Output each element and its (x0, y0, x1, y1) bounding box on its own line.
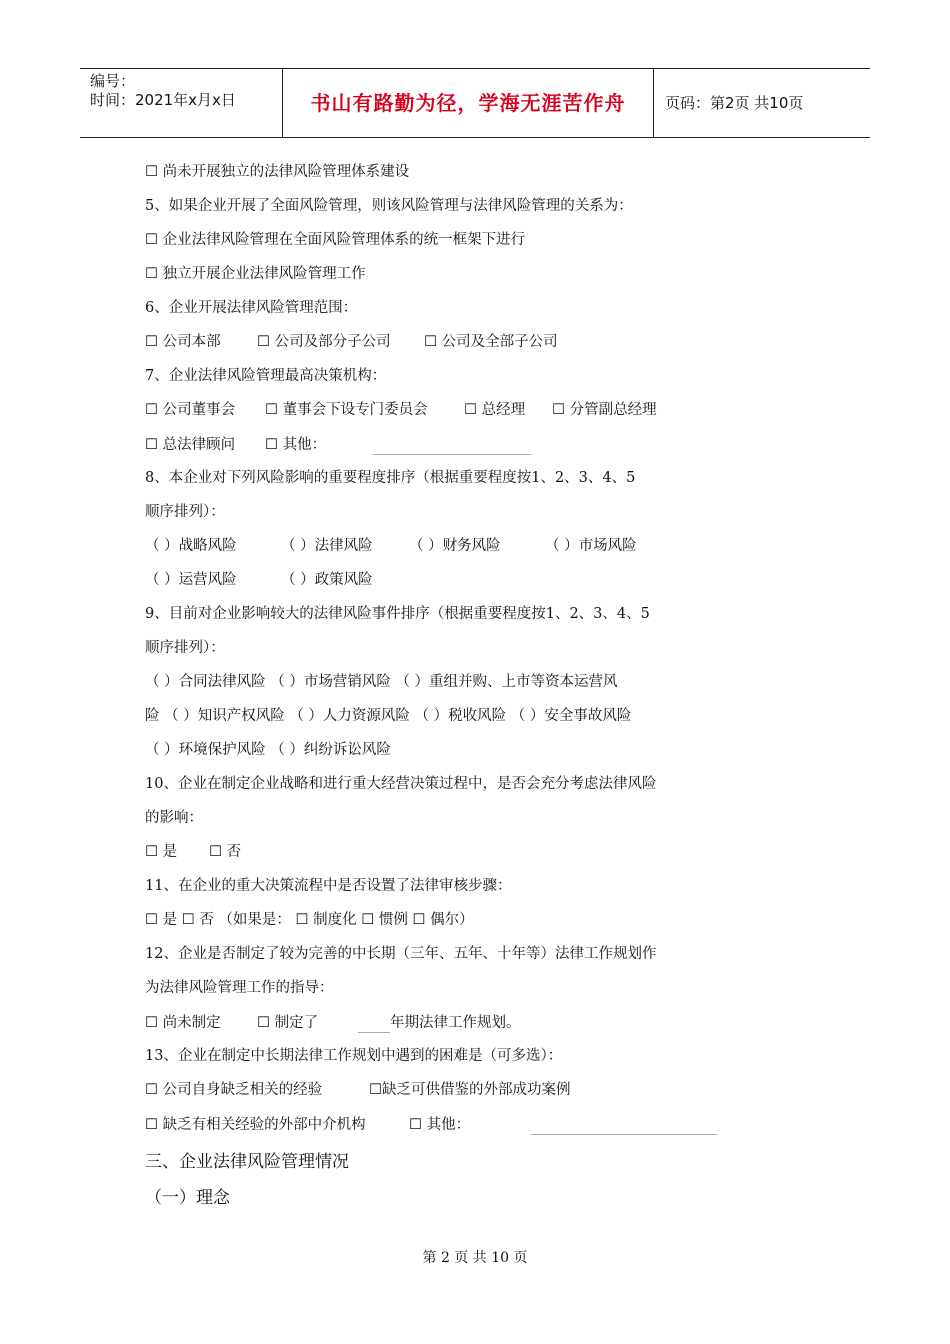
q6-option-partial-subsidiaries[interactable]: ☐ 公司及部分子公司 (257, 334, 391, 350)
question-13: 13、企业在制定中长期法律工作规划中遇到的困难是（可多选）： (145, 1048, 563, 1064)
page-footer: 第 2 页 共 10 页 (422, 1250, 528, 1266)
time-label: 时间：2021年x月x日 (90, 91, 236, 109)
q5-option-b[interactable]: ☐ 独立开展企业法律风险管理工作 (145, 266, 366, 282)
question-6: 6、企业开展法律风险管理范围： (145, 300, 358, 316)
q9-options-row3[interactable]: （ ）环境保护风险 （ ）纠纷诉讼风险 (145, 742, 391, 758)
option-no-system[interactable]: ☐ 尚未开展独立的法律风险管理体系建设 (145, 164, 410, 180)
q8-rank-policy[interactable]: （ ）政策风险 (281, 572, 373, 588)
q7-other-blank[interactable] (373, 434, 531, 455)
q13-other-blank[interactable] (531, 1114, 717, 1135)
q7-option-deputy-gm[interactable]: ☐ 分管副总经理 (552, 402, 657, 418)
serial-label: 编号： (90, 72, 136, 90)
q13-option-no-agency[interactable]: ☐ 缺乏有相关经验的外部中介机构 (145, 1117, 366, 1133)
q7-option-legal-counsel[interactable]: ☐ 总法律顾问 (145, 437, 236, 453)
q8-rank-finance[interactable]: （ ）财务风险 (409, 538, 501, 554)
question-8: 8、本企业对下列风险影响的重要程度排序（根据重要程度按1、2、3、4、5 (145, 470, 636, 486)
q8-options-row2 (145, 570, 373, 590)
q7-options-row1 (145, 400, 657, 420)
q10-option-yes[interactable]: ☐ 是 (145, 844, 178, 860)
header-motto: 书山有路勤为径，学海无涯苦作舟 (310, 91, 626, 115)
q7-option-other[interactable]: ☐ 其他： (265, 437, 327, 453)
q13-option-other[interactable]: ☐ 其他： (409, 1117, 471, 1133)
q8-rank-legal[interactable]: （ ）法律风险 (281, 538, 373, 554)
q10-option-no[interactable]: ☐ 否 (209, 844, 242, 860)
header-divider (653, 69, 654, 137)
q7-options-row2 (145, 434, 531, 455)
q13-options-row2 (145, 1114, 717, 1135)
q9-options-row1[interactable]: （ ）合同法律风险 （ ）市场营销风险 （ ）重组并购、上市等资本运营风 (145, 674, 618, 690)
subsection-heading: （一）理念 (145, 1188, 230, 1208)
question-12-cont: 为法律风险管理工作的指导： (145, 980, 334, 996)
q8-options-row1 (145, 536, 637, 556)
question-7: 7、企业法律风险管理最高决策机构： (145, 368, 387, 384)
header-page-info: 页码：第2页 共10页 (665, 94, 804, 112)
q7-option-gm[interactable]: ☐ 总经理 (464, 402, 526, 418)
q7-option-board[interactable]: ☐ 公司董事会 (145, 402, 236, 418)
question-12: 12、企业是否制定了较为完善的中长期（三年、五年、十年等）法律工作规划作 (145, 946, 657, 962)
q12-option-made[interactable]: ☐ 制定了 (257, 1015, 319, 1031)
q7-option-committee[interactable]: ☐ 董事会下设专门委员会 (265, 402, 428, 418)
section-heading: 三、企业法律风险管理情况 (145, 1152, 349, 1172)
q9-options-row2[interactable]: 险 （ ）知识产权风险 （ ）人力资源风险 （ ）税收风险 （ ）安全事故风险 (145, 708, 632, 724)
q12-option-not-made[interactable]: ☐ 尚未制定 (145, 1015, 221, 1031)
question-5: 5、如果企业开展了全面风险管理，则该风险管理与法律风险管理的关系为： (145, 198, 633, 214)
header-meta (80, 69, 282, 137)
q6-option-all-subsidiaries[interactable]: ☐ 公司及全部子公司 (424, 334, 558, 350)
question-10-cont: 的影响： (145, 810, 203, 826)
q12-years-blank[interactable] (358, 1012, 390, 1033)
q5-option-a[interactable]: ☐ 企业法律风险管理在全面风险管理体系的统一框架下进行 (145, 232, 526, 248)
q8-rank-market[interactable]: （ ）市场风险 (545, 538, 637, 554)
question-9-cont: 顺序排列）： (145, 640, 225, 656)
q10-options (145, 842, 241, 862)
q8-rank-operations[interactable]: （ ）运营风险 (145, 572, 237, 588)
q13-options-row1 (145, 1080, 571, 1100)
q12-plan-suffix: 年期法律工作规划。 (390, 1015, 521, 1031)
q12-options (145, 1012, 521, 1033)
question-10: 10、企业在制定企业战略和进行重大经营决策过程中，是否会充分考虑法律风险 (145, 776, 657, 792)
q11-options[interactable]: ☐ 是 ☐ 否 （如果是： ☐ 制度化 ☐ 惯例 ☐ 偶尔） (145, 912, 474, 928)
page-header (80, 68, 870, 138)
question-9: 9、目前对企业影响较大的法律风险事件排序（根据重要程度按1、2、3、4、5 (145, 606, 650, 622)
q8-rank-strategy[interactable]: （ ）战略风险 (145, 538, 237, 554)
q6-option-headquarters[interactable]: ☐ 公司本部 (145, 334, 221, 350)
question-11: 11、在企业的重大决策流程中是否设置了法律审核步骤： (145, 878, 512, 894)
q13-option-no-cases[interactable]: ☐缺乏可供借鉴的外部成功案例 (369, 1082, 571, 1098)
question-8-cont: 顺序排列）： (145, 504, 225, 520)
q6-options (145, 332, 558, 352)
q13-option-no-experience[interactable]: ☐ 公司自身缺乏相关的经验 (145, 1082, 323, 1098)
